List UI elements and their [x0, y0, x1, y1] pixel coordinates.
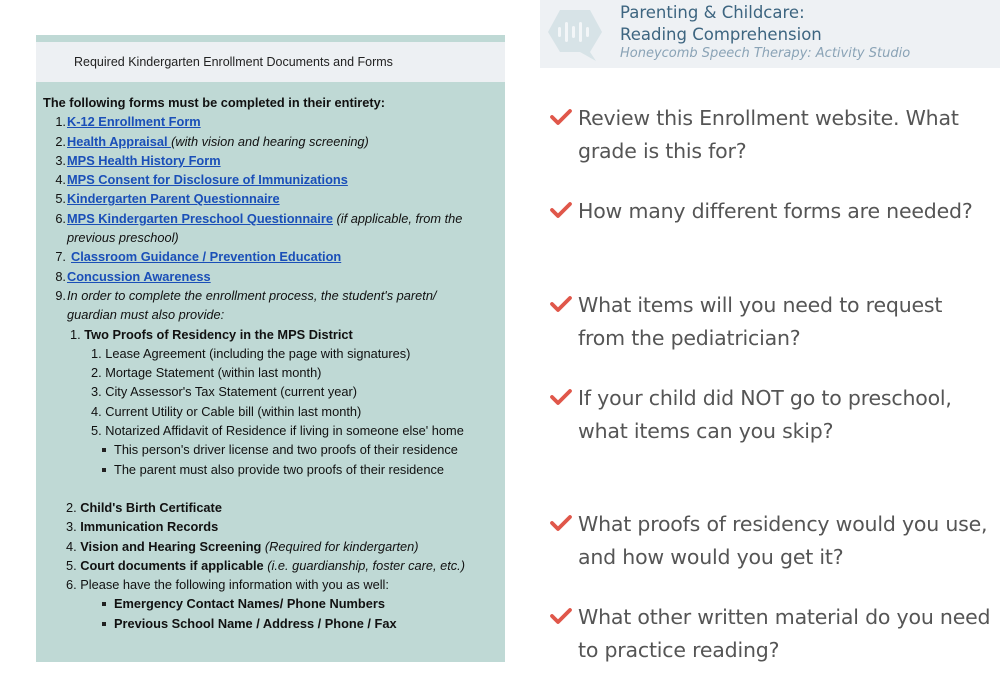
- form-item-7: 7. Classroom Guidance / Prevention Education: [55, 249, 342, 265]
- forms-intro: The following forms must be completed in their entirety:: [43, 95, 385, 110]
- residency-option: 1. Lease Agreement (including the page with signatures): [91, 345, 411, 361]
- form-item-8: 8. Concussion Awareness: [55, 268, 211, 284]
- checkmark-icon: [544, 508, 578, 532]
- health-history-form-link[interactable]: MPS Health History Form: [67, 152, 221, 168]
- checkmark-icon: [544, 195, 578, 219]
- k12-enrollment-form-link[interactable]: K-12 Enrollment Form: [67, 114, 201, 130]
- health-appraisal-link[interactable]: Health Appraisal: [67, 133, 172, 149]
- question-item: If your child did NOT go to preschool, what items can you skip?: [544, 382, 994, 448]
- form-item-5: 5. Kindergarten Parent Questionnaire: [55, 191, 280, 207]
- residency-heading: 1. Two Proofs of Residency in the MPS District: [70, 326, 353, 342]
- info-item: 6. Please have the following information with you as well:: [66, 577, 389, 593]
- preschool-questionnaire-link[interactable]: MPS Kindergarten Preschool Questionnaire: [67, 210, 333, 226]
- form-item-9: 9. In order to complete the enrollment process, the student's paretn/ guardian must also provide:: [36, 286, 505, 325]
- required-item: 5. Court documents if applicable (i.e. guardianship, foster care, etc.): [66, 557, 465, 573]
- speech-bubble-soundwave-icon: [546, 7, 604, 63]
- checkmark-icon: [544, 382, 578, 406]
- affidavit-bullet: The parent must also provide two proofs of their residence: [36, 460, 505, 479]
- checkmark-icon: [544, 289, 578, 313]
- required-item: 2. Child's Birth Certificate: [66, 499, 222, 515]
- residency-option: 2. Mortage Statement (within last month): [91, 365, 322, 381]
- brand-title: Parenting & Childcare: Reading Comprehension: [620, 3, 822, 44]
- parent-questionnaire-link[interactable]: Kindergarten Parent Questionnaire: [67, 191, 280, 207]
- immunization-consent-link[interactable]: MPS Consent for Disclosure of Immunizations: [67, 172, 348, 188]
- concussion-awareness-link[interactable]: Concussion Awareness: [67, 268, 211, 284]
- brand-header: [540, 0, 1000, 68]
- required-item: 3. Immunication Records: [66, 519, 219, 535]
- document-body: [36, 93, 505, 633]
- info-bullet: Emergency Contact Names/ Phone Numbers: [36, 594, 505, 613]
- form-note: (with vision and hearing screening): [171, 133, 369, 149]
- form-item-2: 2. Health Appraisal (with vision and hearing screening): [55, 133, 369, 149]
- residency-option: 4. Current Utility or Cable bill (within last month): [91, 403, 362, 419]
- question-item: What items will you need to request from the pediatrician?: [544, 289, 994, 355]
- required-item: 4. Vision and Hearing Screening (Required for kindergarten): [66, 538, 419, 554]
- question-item: How many different forms are needed?: [544, 195, 994, 228]
- bullet-square-icon: [102, 468, 106, 472]
- brand-subtitle: Honeycomb Speech Therapy: Activity Studio: [620, 46, 911, 61]
- form-item-3: 3. MPS Health History Form: [55, 152, 221, 168]
- enrollment-document-panel: [36, 35, 505, 662]
- form-item-6: 6. MPS Kindergarten Preschool Questionnaire (if applicable, from the previous preschool): [55, 210, 463, 246]
- bullet-square-icon: [102, 448, 106, 452]
- bullet-square-icon: [102, 602, 106, 606]
- question-item: What proofs of residency would you use, and how would you get it?: [544, 508, 994, 574]
- question-item: Review this Enrollment website. What grade is this for?: [544, 102, 994, 168]
- document-header: Required Kindergarten Enrollment Documents and Forms: [36, 42, 505, 82]
- additional-requirements-text: In order to complete the enrollment process, the student's paretn/ guardian must also provide:: [67, 287, 437, 323]
- checkmark-icon: [544, 601, 578, 625]
- form-item-1: 1. K-12 Enrollment Form: [55, 114, 201, 130]
- residency-option: 3. City Assessor's Tax Statement (current year): [91, 384, 358, 400]
- question-item: What other written material do you need to practice reading?: [544, 601, 994, 667]
- affidavit-bullet: This person's driver license and two proofs of their residence: [36, 440, 505, 459]
- residency-option: 5. Notarized Affidavit of Residence if living in someone else' home: [91, 423, 464, 439]
- classroom-guidance-link[interactable]: Classroom Guidance / Prevention Education: [71, 249, 342, 265]
- form-note: (if applicable, from the previous preschool): [67, 210, 463, 246]
- bullet-square-icon: [102, 622, 106, 626]
- info-bullet: Previous School Name / Address / Phone / Fax: [36, 614, 505, 633]
- checkmark-icon: [544, 102, 578, 126]
- form-item-4: 4. MPS Consent for Disclosure of Immunizations: [55, 172, 348, 188]
